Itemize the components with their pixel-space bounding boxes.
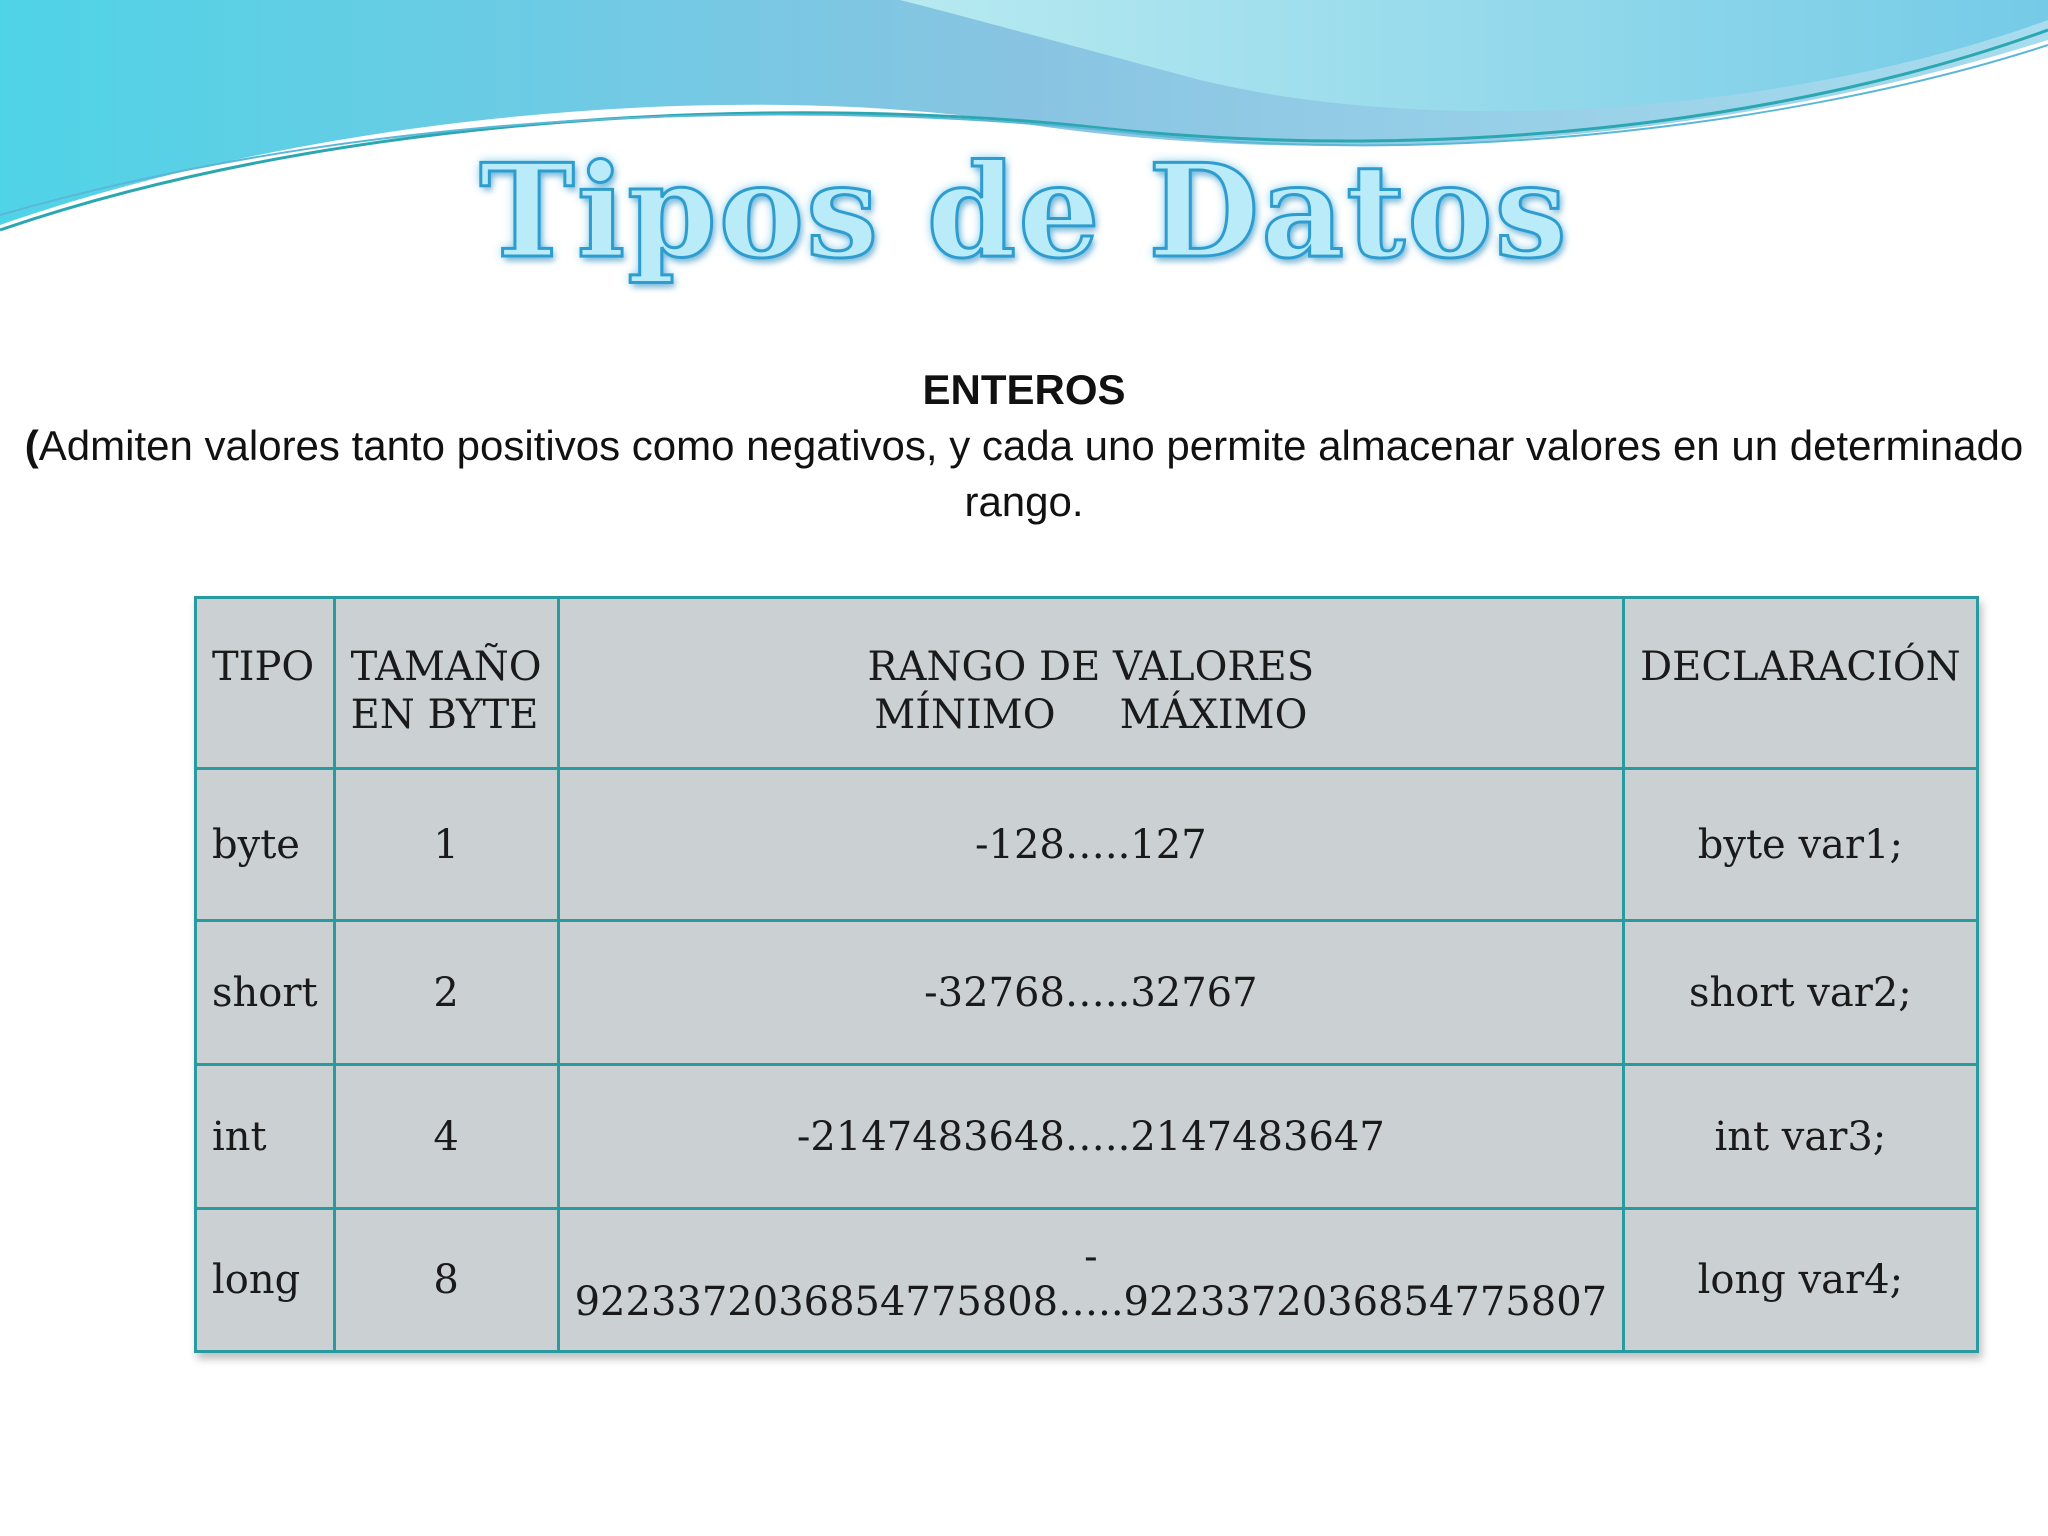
cell-declaration: short var2;: [1624, 921, 1978, 1065]
table-row: [196, 769, 1978, 921]
header-range-min: MÍNIMO: [874, 692, 1056, 738]
header-size-line1: TAMAÑO: [350, 644, 542, 690]
cell-declaration: long var4;: [1624, 1209, 1978, 1352]
header-tipo: TIPO: [196, 598, 335, 769]
header-range-line1: RANGO DE VALORES: [867, 644, 1315, 690]
open-paren: (: [24, 422, 39, 469]
section-description-wrap: [0, 418, 2048, 530]
section-subtitle: [0, 362, 2048, 530]
cell-size: 2: [334, 921, 558, 1065]
cell-size: 1: [334, 769, 558, 921]
cell-range-sign: -: [1084, 1234, 1098, 1280]
cell-range: -2147483648…..2147483647: [558, 1065, 1624, 1209]
table-row: [196, 1209, 1978, 1352]
table-header-row: [196, 598, 1978, 769]
header-declaration: DECLARACIÓN: [1624, 598, 1978, 769]
table-row: [196, 1065, 1978, 1209]
table-row: [196, 921, 1978, 1065]
cell-size: 8: [334, 1209, 558, 1352]
cell-size: 4: [334, 1065, 558, 1209]
cell-range: [558, 1209, 1624, 1352]
header-range: [558, 598, 1624, 769]
cell-tipo: byte: [196, 769, 335, 921]
cell-tipo: int: [196, 1065, 335, 1209]
header-range-max: MÁXIMO: [1119, 692, 1308, 738]
header-size: [334, 598, 558, 769]
page-title: Tipos de Datos: [479, 137, 1569, 287]
cell-declaration: byte var1;: [1624, 769, 1978, 921]
cell-range: -32768…..32767: [558, 921, 1624, 1065]
section-description: Admiten valores tanto positivos como negativos, y cada uno permite almacenar valores en un determinado rango.: [38, 422, 2024, 525]
integer-types-table: [194, 596, 1979, 1353]
cell-tipo: long: [196, 1209, 335, 1352]
cell-tipo: short: [196, 921, 335, 1065]
cell-range: -128…..127: [558, 769, 1624, 921]
cell-range-value: 9223372036854775808…..9223372036854775807: [574, 1279, 1608, 1325]
cell-declaration: int var3;: [1624, 1065, 1978, 1209]
header-size-line2: EN BYTE: [350, 692, 539, 738]
section-heading: ENTEROS: [922, 366, 1126, 413]
